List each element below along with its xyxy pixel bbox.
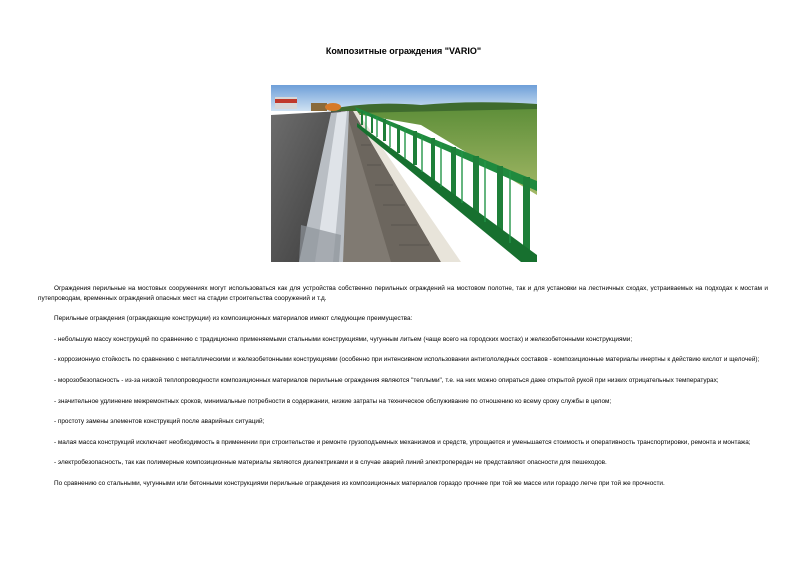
- list-item: - малая масса конструкций исключает необходимость в применении при строительстве и ремонте грузоподъемных механизмов и средств, упрощается и уменьшается стоимость и оперативность транспортировки, ремонта и монтажа;: [54, 438, 751, 446]
- body-text: [38, 284, 768, 489]
- list-item: - морозобезопасность - из-за низкой теплопроводности композиционных материалов перильные ограждения являются "теплыми", т.е. на них можно опираться даже открытой рукой при низких отрицательных температурах;: [54, 376, 719, 384]
- list-item: - простоту замены элементов конструкций после аварийных ситуаций;: [54, 418, 265, 426]
- paragraph: Перильные ограждения (ограждающие конструкции) из композиционных материалов имеют следующие преимущества:: [54, 315, 413, 323]
- list-item: - коррозионную стойкость по сравнению с металлическими и железобетонными конструкциями (особенно при интенсивном использовании антигололедных составов - композиционные материалы инертны к действию кислот и щелочей);: [54, 356, 760, 364]
- bridge-railing-photo: [271, 85, 537, 262]
- page-title: Композитные ограждения "VARIO": [325, 46, 482, 56]
- paragraph: По сравнению со стальными, чугунными или бетонными конструкциями перильные ограждения из композиционных материалов гораздо прочнее при той же массе или гораздо легче при той же прочности.: [54, 479, 665, 487]
- tank: [325, 103, 341, 111]
- paragraph: Ограждения перильные на мостовых сооружениях могут использоваться как для устройства собственно перильных ограждений на мостовом полотне, так и для установки на лестничных сходах, устраиваемых на подходах к мостам и путепроводам, временных ограждений опасных мест на стадии строительства сооружений и т.д.: [38, 285, 768, 302]
- truck: [311, 103, 327, 111]
- list-item: - значительное удлинение межремонтных сроков, минимальные потребности в содержании, низкие затраты на техническое обслуживание по отношению ко всему сроку службы в целом;: [54, 397, 612, 405]
- list-item: - электробезопасность, так как полимерные композиционные материалы являются диэлектриками и в случае аварий линий электропередач не представляют опасности для пешеходов.: [54, 459, 607, 467]
- bridge-railing-illustration: [271, 85, 537, 262]
- list-item: - небольшую массу конструкций по сравнению с традиционно применяемыми стальными конструкциями, чугунным литьем (чаще всего на городских мостах) и железобетонными конструкциями;: [54, 335, 633, 343]
- vehicle-stripe: [275, 99, 297, 103]
